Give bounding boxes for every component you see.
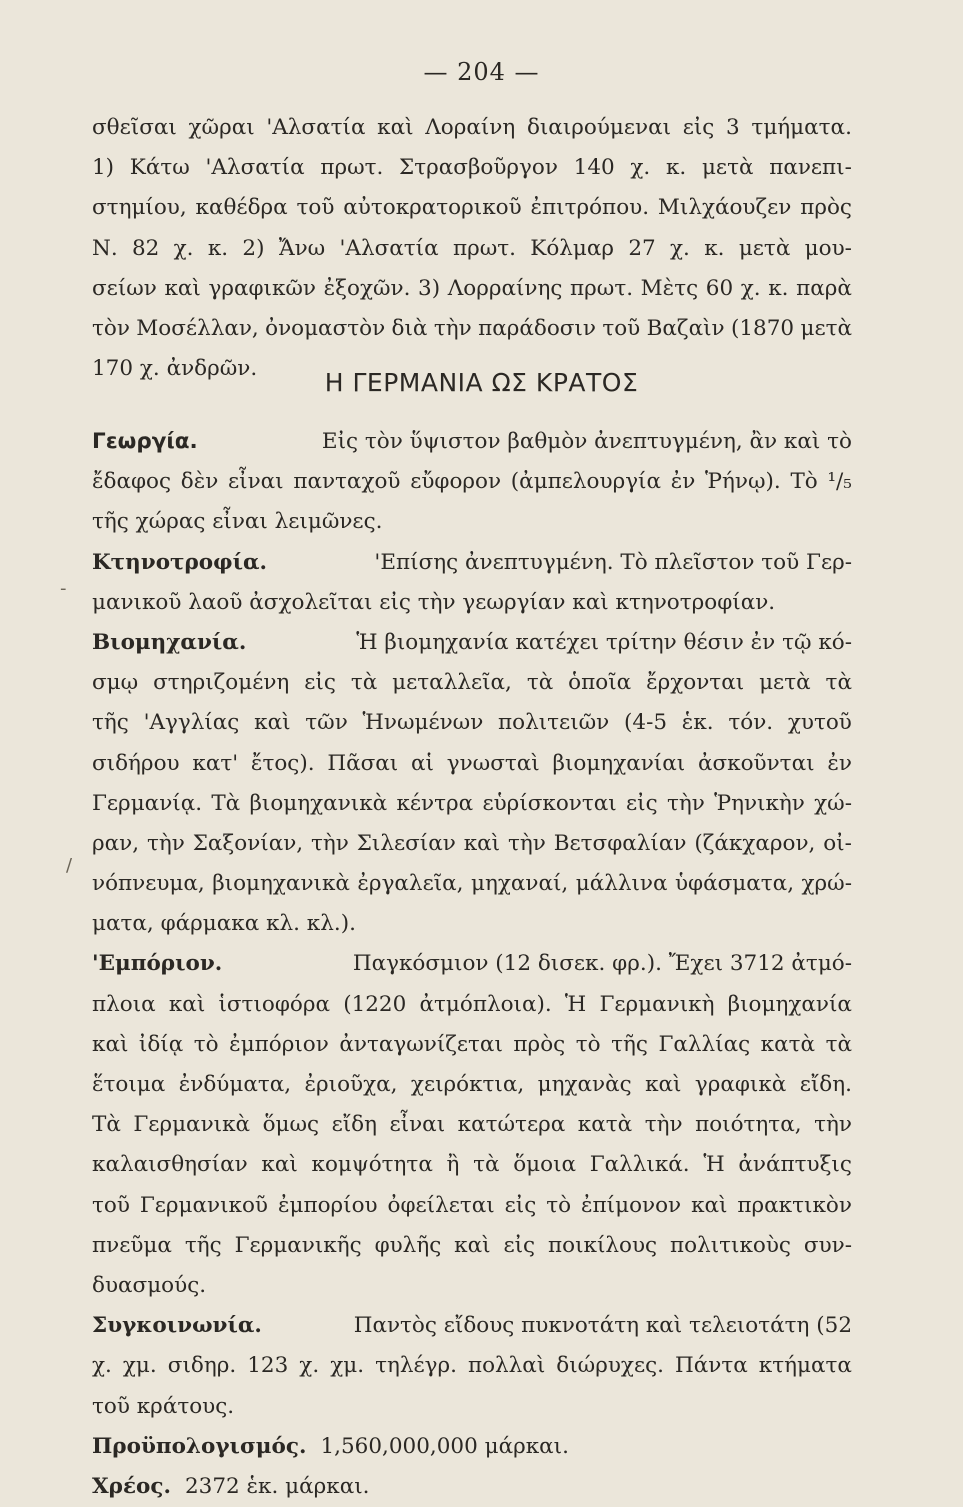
margin-mark: - [60,578,67,599]
section-lead-industry: Βιομηχανία. [92,629,247,655]
text-line: μανικοῦ λαοῦ ἀσχολεῖται εἰς τὴν γεωργίαν καὶ κτηνοτροφίαν. [92,589,776,615]
text-line: σιδήρου κατ' ἔτος). Πᾶσαι αἱ γνωσταὶ βιομηχανίαι ἀσκοῦνται ἐν [92,750,852,776]
text-line: στημίου, καθέδρα τοῦ αὐτοκρατορικοῦ ἐπιτρόπου. Μιλχάουζεν πρὸς [92,195,852,221]
text-line [92,422,852,462]
text-line: Γερμανίᾳ. Τὰ βιομηχανικὰ κέντρα εὑρίσκονται εἰς τὴν Ῥηνικὴν χώ- [92,790,852,816]
text-line [92,1427,852,1467]
text-line: Εἰς τὸν ὕψιστον βαθμὸν ἀνεπτυγμένη, ἂν καὶ τὸ [321,429,852,454]
text-line: 'Επίσης ἀνεπτυγμένη. Τὸ πλεῖστον τοῦ Γερ- [374,549,852,575]
text-line: ματα, φάρμακα κλ. κλ.). [92,911,356,937]
text-line: δυασμούς. [92,1272,207,1298]
text-line: πλοια καὶ ἱστιοφόρα (1220 ἀτμόπλοια). Ἡ Γερμανικὴ βιομηχανία [92,991,852,1017]
text-line: τοῦ κράτους. [92,1393,235,1419]
section-heading: Η ΓΕΡΜΑΝΙΑ ΩΣ ΚΡΑΤΟΣ [324,368,639,397]
section-lead-commerce: 'Εμπόριον. [92,951,223,977]
paragraph-alsace-lorraine [92,108,852,389]
text-line: Ν. 82 χ. κ. 2) Ἄνω 'Αλσατία πρωτ. Κόλμαρ 27 χ. κ. μετὰ μου- [92,235,852,261]
text-line: Τὰ Γερμανικὰ ὅμως εἴδη εἶναι κατώτερα κατὰ τὴν ποιότητα, τὴν [92,1112,852,1138]
text-line [92,623,852,663]
text-line: σθεῖσαι χῶραι 'Αλσατία καὶ Λοραίνη διαιρούμεναι εἰς 3 τμήματα. [92,115,852,140]
text-line: χ. χμ. σιδηρ. 123 χ. χμ. τηλέγρ. πολλαὶ διώρυχες. Πάντα κτήματα [92,1353,852,1379]
text-line: 170 χ. ἀνδρῶν. [92,356,258,382]
text-line: νόπνευμα, βιομηχανικὰ ἐργαλεῖα, μηχαναί, μάλλινα ὑφάσματα, χρώ- [92,871,852,897]
text-line [92,543,852,583]
text-line: πνεῦμα τῆς Γερμανικῆς φυλῆς καὶ εἰς ποικίλους πολιτικοὺς συν- [92,1232,852,1258]
text-line: σείων καὶ γραφικῶν ἐξοχῶν. 3) Λορραίνης πρωτ. Μὲτς 60 χ. κ. παρὰ [92,275,852,301]
section-lead-debt: Χρέος. [92,1473,171,1499]
section-lead-livestock: Κτηνοτροφία. [92,549,268,575]
text-line: Παντὸς εἴδους πυκνοτάτη καὶ τελειοτάτη (52 [353,1313,852,1339]
text-line: καὶ ἰδίᾳ τὸ ἐμπόριον ἀνταγωνίζεται πρὸς τὸ τῆς Γαλλίας κατὰ τὰ [92,1031,852,1057]
text-line [92,1467,852,1507]
section-lead-agriculture: Γεωργία. [92,429,198,454]
text-line: 1) Κάτω 'Αλσατία πρωτ. Στρασβοῦργον 140 χ. κ. μετὰ πανεπι- [92,155,852,181]
text-line: Παγκόσμιον (12 δισεκ. φρ.). Ἔχει 3712 ἀτμό- [352,951,852,977]
text-line: τῆς χώρας εἶναι λειμῶνες. [92,509,383,535]
text-line: τοῦ Γερμανικοῦ ἐμπορίου ὀφείλεται εἰς τὸ ἐπίμονον καὶ πρακτικὸν [92,1192,852,1218]
text-line: 2372 ἑκ. μάρκαι. [184,1473,370,1499]
text-line: σμῳ στηριζομένη εἰς τὰ μεταλλεῖα, τὰ ὁποῖα ἔρχονται μετὰ τὰ [92,670,852,696]
text-line: καλαισθησίαν καὶ κομψότητα ἢ τὰ ὅμοια Γαλλικά. Ἡ ἀνάπτυξις [92,1152,852,1178]
text-line: Ἡ βιομηχανία κατέχει τρίτην θέσιν ἐν τῷ κό- [356,629,852,655]
text-line [92,1306,852,1346]
text-line: ἕτοιμα ἐνδύματα, ἐριοῦχα, χειρόκτια, μηχανὰς καὶ γραφικὰ εἴδη. [92,1072,852,1097]
text-line: 1,560,000,000 μάρκαι. [320,1433,569,1459]
text-line: ραν, τὴν Σαξονίαν, τὴν Σιλεσίαν καὶ τὴν Βετσφαλίαν (ζάκχαρον, οἰ- [92,830,852,856]
text-line: τῆς 'Αγγλίας καὶ τῶν Ἡνωμένων πολιτειῶν (4-5 ἑκ. τόν. χυτοῦ [92,710,852,736]
page-number: — 204 — [423,58,540,86]
section-lead-budget: Προϋπολογισμός. [92,1433,307,1459]
text-line: ἔδαφος δὲν εἶναι πανταχοῦ εὔφορον (ἀμπελουργία ἐν Ῥήνῳ). Τὸ ¹/₅ [92,469,852,495]
section-lead-communications: Συγκοινωνία. [92,1313,262,1339]
text-line [92,944,852,984]
text-line: τὸν Μοσέλλαν, ὀνομαστὸν διὰ τὴν παράδοσιν τοῦ Βαζαὶν (1870 μετὰ [92,315,852,341]
body-sections [92,422,852,1507]
margin-mark: / [66,855,73,876]
